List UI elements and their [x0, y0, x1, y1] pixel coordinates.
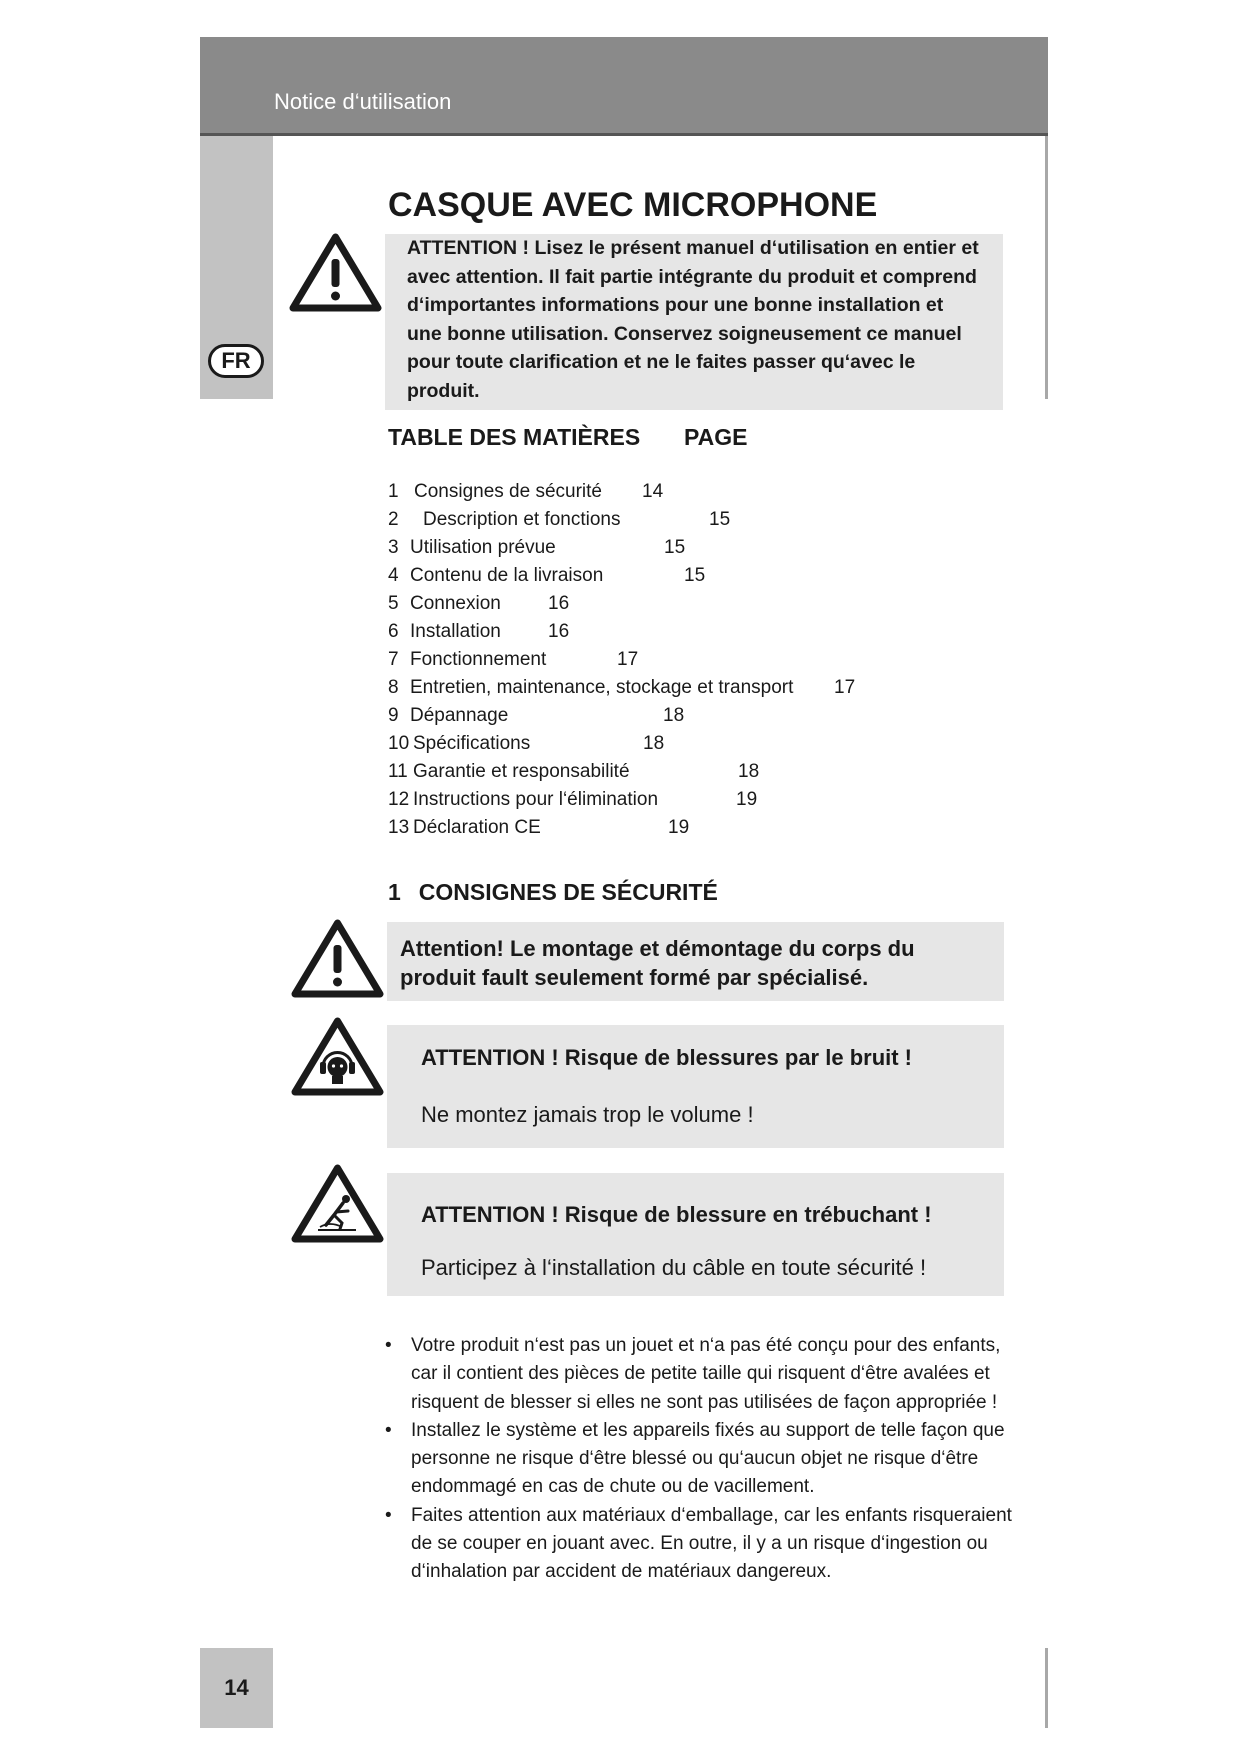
warning-noise-text: Ne montez jamais trop le volume !: [421, 1102, 754, 1127]
warning-trip-title: ATTENTION ! Risque de blessure en trébuchant !: [421, 1202, 932, 1227]
warning-exclamation-icon: [288, 232, 383, 312]
safety-bullet-list: [385, 1332, 1015, 1587]
section-heading: [388, 879, 718, 906]
warning-trip-text: Participez à l‘installation du câble en toute sécurité !: [421, 1255, 927, 1280]
section-number: 1: [388, 879, 401, 905]
list-item: • Installez le système et les appareils fixés au support de telle façon que personne ne risque d‘être blessé ou qu‘aucun objet ne risque d‘être endommagé en cas de chute ou de vacillement.: [385, 1417, 1015, 1502]
list-item: • Votre produit n‘est pas un jouet et n‘a pas été conçu pour des enfants, car il contient des pièces de petite taille qui risquent d‘être avalées et risquent de blesser si elles ne sont pas utilisées de façon appropriée !: [385, 1332, 1015, 1417]
page-number: 14: [200, 1648, 273, 1728]
warning-box-noise: [387, 1025, 1004, 1148]
intro-warning-box: [385, 234, 1003, 410]
right-margin-line-bottom: [1045, 1648, 1048, 1728]
toc-heading-label: TABLE DES MATIÈRES: [388, 424, 641, 450]
section-title: CONSIGNES DE SÉCURITÉ: [418, 879, 718, 905]
right-margin-line: [1045, 136, 1048, 399]
language-badge: FR: [208, 344, 264, 378]
warning-box-trip: [387, 1173, 1004, 1296]
warning-noise-title: ATTENTION ! Risque de blessures par le bruit !: [421, 1045, 913, 1070]
toc-heading: [388, 424, 748, 451]
trip-hazard-warning-icon: [290, 1163, 385, 1243]
document-title: CASQUE AVEC MICROPHONE: [388, 186, 878, 224]
header-title: Notice d‘utilisation: [274, 89, 452, 114]
warning-exclamation-icon: [290, 918, 385, 998]
hearing-damage-warning-icon: [290, 1016, 385, 1096]
list-item: • Faites attention aux matériaux d‘emballage, car les enfants risqueraient de se couper en jouant avec. En outre, il y a un risque d‘ingestion ou d‘inhalation par accident de matériaux dangereux.: [385, 1502, 1015, 1587]
toc-page-heading: PAGE: [684, 424, 748, 450]
intro-warning-text: ATTENTION ! Lisez le présent manuel d‘utilisation en entier et avec attention. Il fait partie intégrante du produit et comprend d‘importantes informations pour une bonne installation et une bonne utilisation. Conservez soigneusement ce manuel pour toute clarification et ne le faites passer qu‘avec le produit.: [407, 237, 979, 402]
page-header: [200, 37, 1048, 134]
warning-box-assembly: [387, 922, 1004, 1001]
warning-assembly-text: Attention! Le montage et démontage du corps du produit fault seulement formé par spécialisé.: [400, 936, 915, 990]
header-divider: [200, 133, 1048, 136]
